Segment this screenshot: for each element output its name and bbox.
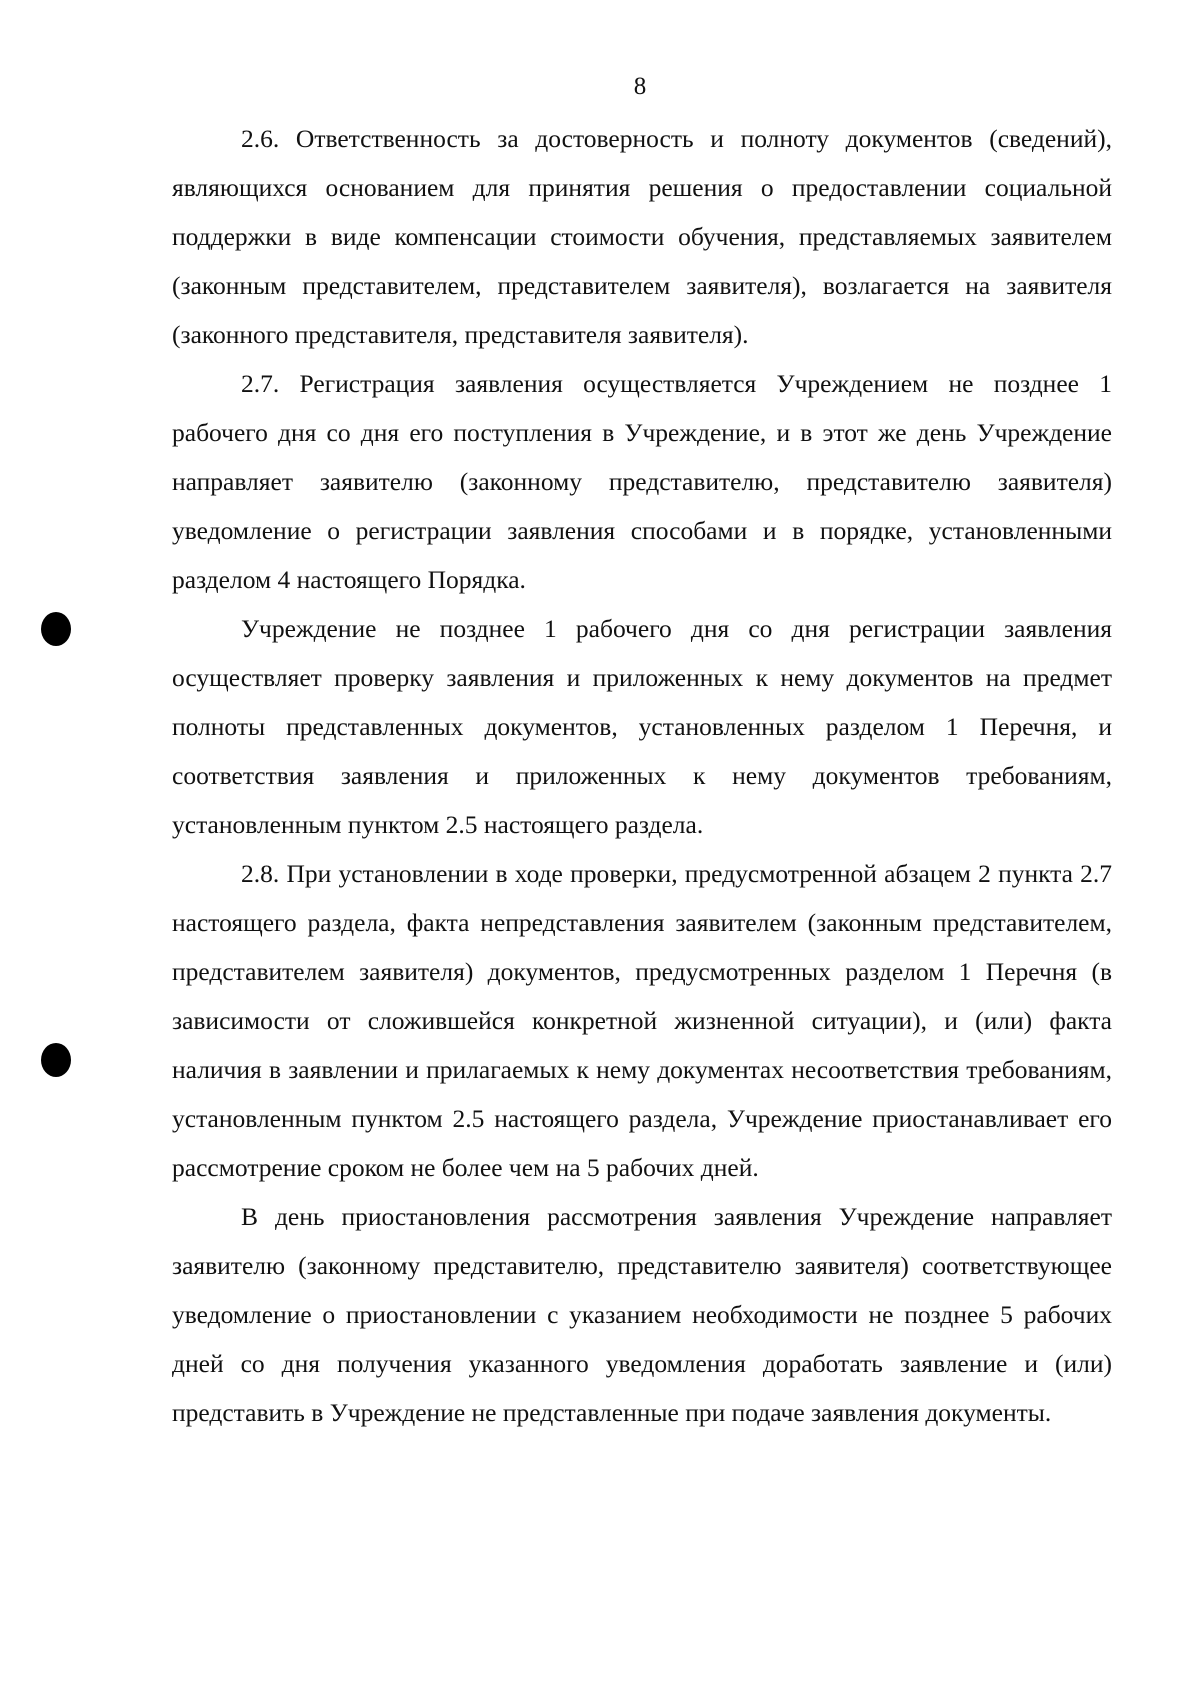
page-number: 8 [633, 73, 647, 100]
paragraph-2-8: 2.8. При установлении в ходе проверки, предусмотренной абзацем 2 пункта 2.7 настоящего раздела, факта непредставления заявителем (законным представителем, представителем заявителя) документов, предусмотренных разделом 1 Перечня (в зависимости от сложившейся конкретной жизненной ситуации), и (или) факта наличия в заявлении и прилагаемых к нему документах несоответствия требованиям, установленным пунктом 2.5 настоящего раздела, Учреждение приостанавливает его рассмотрение сроком не более чем на 5 рабочих дней. [172, 859, 1112, 1182]
document-body [172, 114, 1112, 1437]
punch-hole-mark [41, 612, 71, 646]
paragraph-2-6: 2.6. Ответственность за достоверность и полноту документов (сведений), являющихся основанием для принятия решения о предоставлении социальной поддержки в виде компенсации стоимости обучения, представляемых заявителем (законным представителем, представителем заявителя), возлагается на заявителя (законного представителя, представителя заявителя). [172, 124, 1112, 349]
paragraph-2-8-suspension-notice: В день приостановления рассмотрения заявления Учреждение направляет заявителю (законному представителю, представителю заявителя) соответствующее уведомление о приостановлении с указанием необходимости не позднее 5 рабочих дней со дня получения указанного уведомления доработать заявление и (или) представить в Учреждение не представленные при подаче заявления документы. [172, 1202, 1112, 1427]
paragraph-2-7-check: Учреждение не позднее 1 рабочего дня со дня регистрации заявления осуществляет проверку заявления и приложенных к нему документов на предмет полноты представленных документов, установленных разделом 1 Перечня, и соответствия заявления и приложенных к нему документов требованиям, установленным пунктом 2.5 настоящего раздела. [172, 614, 1112, 839]
punch-hole-mark [41, 1043, 71, 1077]
paragraph-2-7: 2.7. Регистрация заявления осуществляется Учреждением не позднее 1 рабочего дня со дня его поступления в Учреждение, и в этот же день Учреждение направляет заявителю (законному представителю, представителю заявителя) уведомление о регистрации заявления способами и в порядке, установленными разделом 4 настоящего Порядка. [172, 369, 1112, 594]
